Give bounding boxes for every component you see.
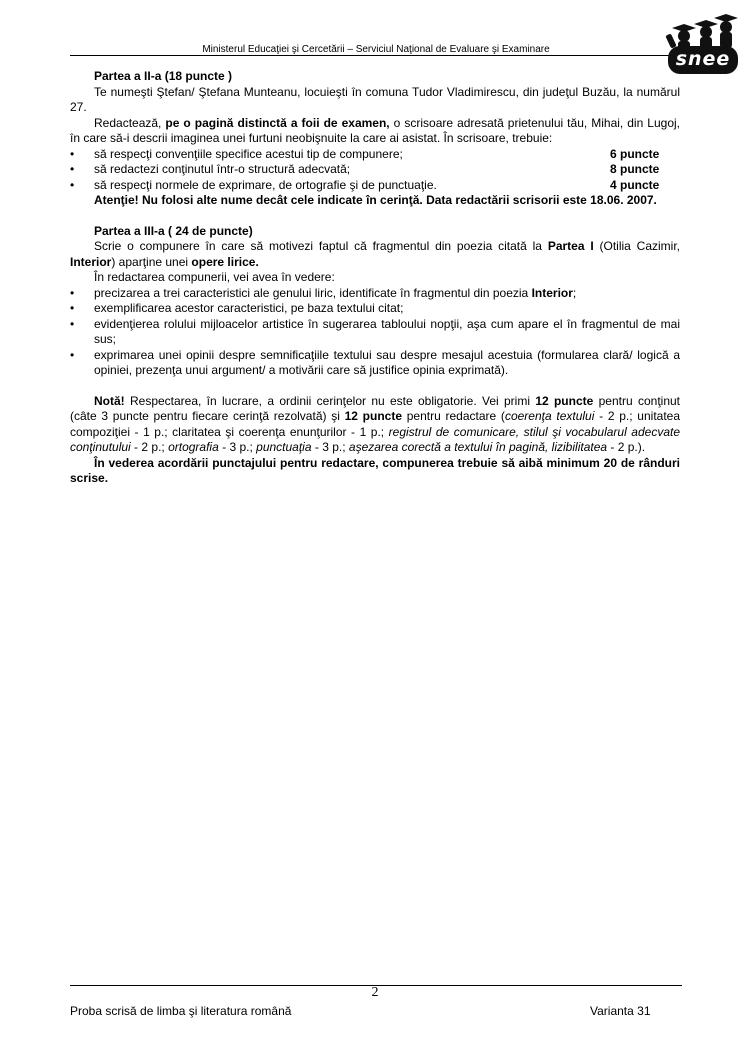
footer-exam-name: Proba scrisă de limba şi literatura română bbox=[70, 1004, 292, 1018]
part2-item: • să respecţi normele de exprimare, de ortografie şi de punctuaţie. 4 puncte bbox=[70, 178, 680, 194]
part3-bullet: • evidenţierea rolului mijloacelor artistice în sugerarea tabloului nopţii, aşa cum apare el în fragmentul de mai sus; bbox=[70, 316, 680, 346]
part2-item: • să respecţi convenţiile specifice acestui tip de compunere; 6 puncte bbox=[70, 147, 680, 163]
snee-logo bbox=[664, 14, 740, 76]
bullet-icon: • bbox=[70, 347, 75, 362]
header-divider bbox=[70, 55, 682, 56]
snee-logo-text: snee bbox=[668, 46, 738, 74]
part3-bullet: • exprimarea unei opinii despre semnificaţiile textului sau despre mesajul acestuia (formularea clară/ logică a opiniei, prezenţa unui argument/ a motivării care să justifice opinia exprimată). bbox=[70, 347, 680, 377]
part3-bullet: • precizarea a trei caracteristici ale genului liric, identificate în fragmentul din poezia Interior; bbox=[70, 285, 577, 300]
footer-variant: Varianta 31 bbox=[590, 1004, 651, 1018]
item-points: 6 puncte bbox=[610, 146, 660, 161]
grading-note: Notă! Respectarea, în lucrare, a ordinii cerinţelor nu este obligatorie. Vei primi 12 puncte pentru conţinut (câte 3 puncte pentru fiecare cerinţă rezolvată) şi 12 puncte pentru redactare (coerenţa textului - 2 p.; unitatea compoziţiei - 1 p.; claritatea şi coerenţa enunţurilor - 1 p.; registrul de comunicare, stilul şi vocabularul adecvate conţinutului - 2 p.; ortografia - 3 p.; punctuaţia - 3 p.; aşezarea corectă a textului în pagină, lizibilitatea - 2 p.). bbox=[70, 393, 681, 454]
bullet-icon: • bbox=[70, 177, 75, 192]
bullet-icon: • bbox=[70, 146, 75, 161]
part2-intro: Te numeşti Ştefan/ Ştefana Munteanu, locuieşti în comuna Tudor Vladimirescu, din judeţul Buzău, la numărul 27. bbox=[70, 84, 680, 114]
item-points: 8 puncte bbox=[610, 162, 660, 176]
bullet-icon: • bbox=[70, 285, 75, 300]
part3-title: Partea a III-a ( 24 de puncte) bbox=[94, 223, 253, 238]
page-number: 2 bbox=[371, 985, 379, 1000]
bullet-icon: • bbox=[70, 316, 75, 331]
bullet-icon: • bbox=[70, 301, 75, 315]
part2-warning: Atenţie! Nu folosi alte nume decât cele indicate în cerinţă. Data redactării scrisorii este 18.06. 2007. bbox=[94, 193, 657, 207]
bullet-icon: • bbox=[70, 162, 75, 176]
part3-intro: Scrie o compunere în care să motivezi faptul că fragmentul din poezia citată la Partea I (Otilia Cazimir, Interior) aparţine unei opere lirice. bbox=[70, 239, 681, 269]
exam-content bbox=[70, 69, 680, 487]
part2-item: • să redactezi conţinutul într-o structură adecvată; 8 puncte bbox=[70, 162, 680, 178]
page-header-title: Ministerul Educaţiei şi Cercetării – Serviciul Naţional de Evaluare şi Examinare bbox=[202, 44, 550, 55]
grading-note-final: În vederea acordării punctajului pentru redactare, compunerea trebuie să aibă minimum 20 de rânduri scrise. bbox=[70, 455, 680, 485]
part3-bullet: • exemplificarea acestor caracteristici, pe baza textului citat; bbox=[70, 301, 404, 315]
item-points: 4 puncte bbox=[610, 177, 660, 192]
part2-title: Partea a II-a (18 puncte ) bbox=[94, 69, 233, 83]
part2-task: Redactează, pe o pagină distinctă a foii de examen, o scrisoare adresată prietenului tău, Mihai, din Lugoj, în care să-i descrii imaginea unei furtuni neobişnuite la care ai asistat. În scrisoare, trebuie: bbox=[70, 115, 680, 145]
part3-lead: În redactarea compunerii, vei avea în vedere: bbox=[94, 270, 335, 284]
